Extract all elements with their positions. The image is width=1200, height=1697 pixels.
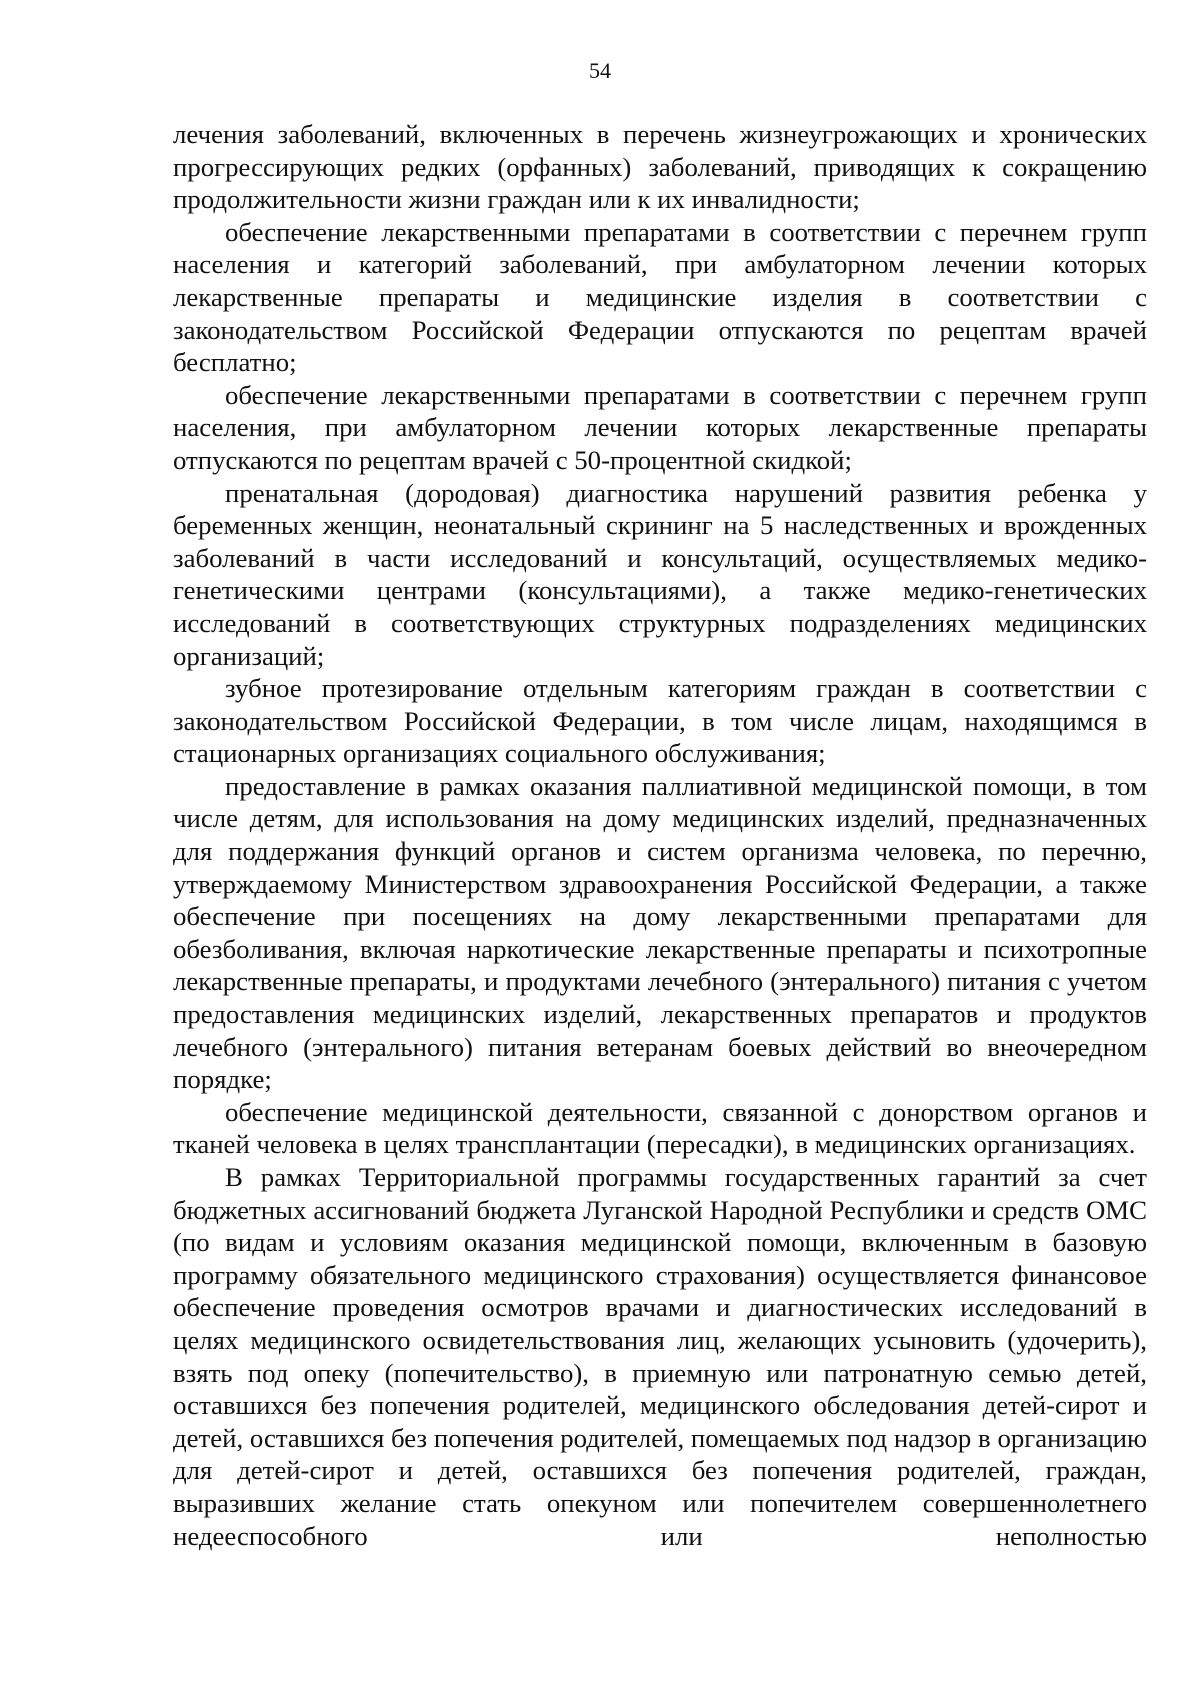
paragraph: зубное протезирование отдельным категориям граждан в соответствии с законодательством Российской Федерации, в том числе лицам, находящимся в стационарных организациях социального обслуживания; — [173, 673, 1147, 769]
paragraph-continues-next-page: В рамках Территориальной программы государственных гарантий за счет бюджетных ассигнований бюджета Луганской Народной Республики и средств ОМС (по видам и условиям оказания медицинской помощи, включенным в базовую программу обязательного медицинского страхования) осуществляется финансовое обеспечение проведения осмотров врачами и диагностических исследований в целях медицинского освидетельствования лиц, желающих усыновить (удочерить), взять под опеку (попечительство), в приемную или патронатную семью детей, оставшихся без попечения родителей, медицинского обследования детей-сирот и детей, оставшихся без попечения родителей, помещаемых под надзор в организацию для детей-сирот и детей, оставшихся без попечения родителей, граждан, выразивших желание стать опекуном или попечителем совершеннолетнего недееспособного или неполностью — [173, 1162, 1147, 1551]
paragraph: обеспечение медицинской деятельности, связанной с донорством органов и тканей человека в целях трансплантации (пересадки), в медицинских организациях. — [173, 1096, 1147, 1160]
paragraph: обеспечение лекарственными препаратами в соответствии с перечнем групп населения и категорий заболеваний, при амбулаторном лечении которых лекарственные препараты и медицинские изделия в соответствии с законодательством Российской Федерации отпускаются по рецептам врачей бесплатно; — [173, 216, 1147, 378]
document-body — [173, 118, 1147, 1552]
paragraph: обеспечение лекарственными препаратами в соответствии с перечнем групп населения, при амбулаторном лечении которых лекарственные препараты отпускаются по рецептам врачей с 50-процентной скидкой; — [173, 379, 1147, 475]
page-number: 54 — [589, 58, 611, 83]
paragraph: пренатальная (дородовая) диагностика нарушений развития ребенка у беременных женщин, неонатальный скрининг на 5 наследственных и врожденных заболеваний в части исследований и консультаций, осуществляемых медико-генетическими центрами (консультациями), а также медико-генетических исследований в соответствующих структурных подразделениях медицинских организаций; — [173, 477, 1147, 671]
paragraph: предоставление в рамках оказания паллиативной медицинской помощи, в том числе детям, для использования на дому медицинских изделий, предназначенных для поддержания функций органов и систем организма человека, по перечню, утверждаемому Министерством здравоохранения Российской Федерации, а также обеспечение при посещениях на дому лекарственными препаратами для обезболивания, включая наркотические лекарственные препараты и психотропные лекарственные препараты, и продуктами лечебного (энтерального) питания с учетом предоставления медицинских изделий, лекарственных препаратов и продуктов лечебного (энтерального) питания ветеранам боевых действий во внеочередном порядке; — [173, 770, 1147, 1095]
paragraph-continuation: лечения заболеваний, включенных в перечень жизнеугрожающих и хронических прогрессирующих редких (орфанных) заболеваний, приводящих к сокращению продолжительности жизни граждан или к их инвалидности; — [173, 119, 1147, 215]
